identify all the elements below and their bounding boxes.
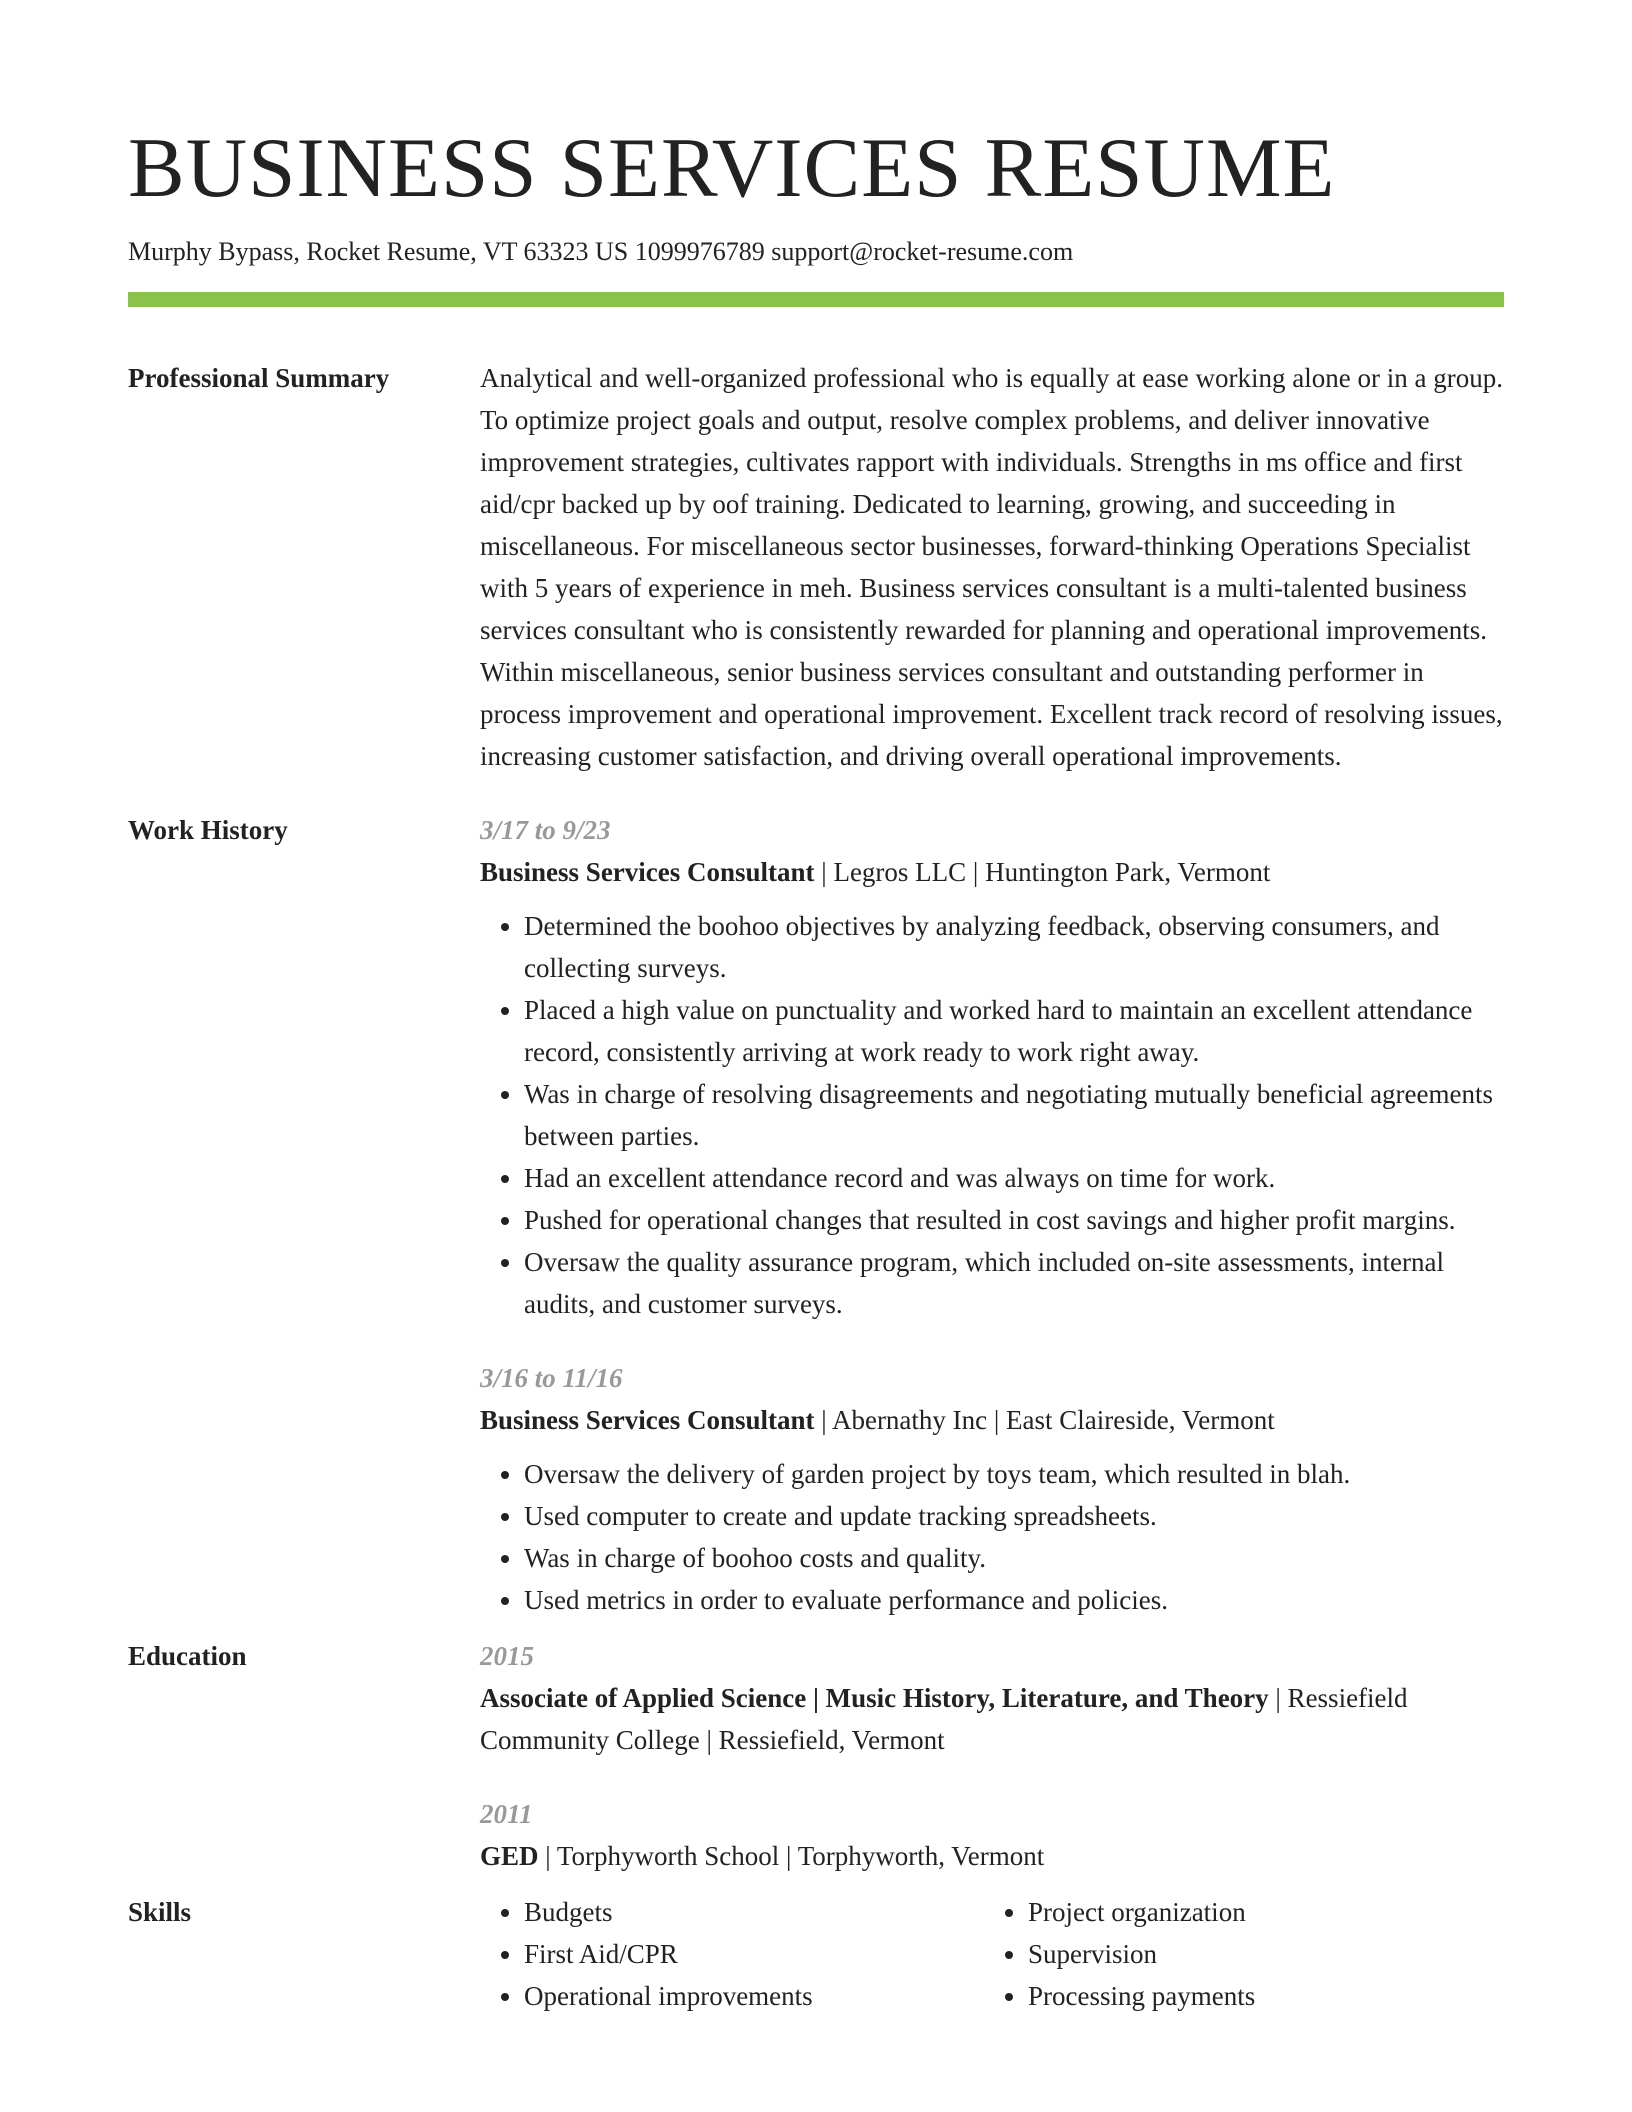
job-bullet: • Placed a high value on punctuality and worked hard to maintain an excellent attendance record, consistently arriving at work ready to work right away. [524,989,1504,1073]
header-divider [128,292,1504,307]
skill-item: • Operational improvements [524,1975,984,2017]
job-bullets [480,1453,1504,1621]
skill-item: • First Aid/CPR [524,1933,984,1975]
job-bullet: • Had an excellent attendance record and was always on time for work. [524,1157,1504,1199]
work-history-body [480,809,1504,1621]
contact-email[interactable]: support@rocket-resume.com [771,237,1074,266]
job-title: Business Services Consultant [480,1405,815,1435]
education-line [480,1677,1504,1761]
skill-item: • Project organization [1028,1891,1488,1933]
education-year: 2011 [480,1799,533,1829]
job-bullet: • Used metrics in order to evaluate performance and policies. [524,1579,1504,1621]
section-label-work-history: Work History [128,815,288,845]
job-entry [480,809,1504,1325]
job-title-line [480,851,1504,893]
skills-body [480,1891,1504,2017]
degree-name: GED [480,1841,539,1871]
skills-list-left [480,1891,984,2017]
job-dates: 3/17 to 9/23 [480,815,611,845]
education-year: 2015 [480,1641,534,1671]
skill-item: • Processing payments [1028,1975,1488,2017]
job-bullet: • Oversaw the quality assurance program, which included on-site assessments, internal audits, and customer surveys. [524,1241,1504,1325]
job-bullets [480,905,1504,1325]
education-entry [480,1793,1504,1877]
job-details: | Legros LLC | Huntington Park, Vermont [814,857,1271,887]
resume-title: BUSINESS SERVICES RESUME [128,121,1336,215]
job-details: | Abernathy Inc | East Claireside, Vermont [814,1405,1275,1435]
job-bullet: • Was in charge of resolving disagreements and negotiating mutually beneficial agreements between parties. [524,1073,1504,1157]
job-bullet: • Pushed for operational changes that resulted in cost savings and higher profit margins. [524,1199,1504,1241]
school-details: | Torphyworth School | Torphyworth, Vermont [538,1841,1045,1871]
job-entry [480,1357,1504,1621]
contact-address: Murphy Bypass, Rocket Resume, VT 63323 US [128,237,629,266]
skill-item: • Budgets [524,1891,984,1933]
summary-text: Analytical and well-organized professional who is equally at ease working alone or in a group. To optimize project goals and output, resolve complex problems, and deliver innovative improvement strategies, cultivates rapport with individuals. Strengths in ms office and first aid/cpr backed up by oof training. Dedicated to learning, growing, and succeeding in miscellaneous. For miscellaneous sector businesses, forward-thinking Operations Specialist with 5 years of experience in meh. Business services consultant is a multi-talented business services consultant who is consistently rewarded for planning and operational improvements. Within miscellaneous, senior business services consultant and outstanding performer in process improvement and operational improvement. Excellent track record of resolving issues, increasing customer satisfaction, and driving overall operational improvements. [480,363,1503,771]
job-title-line [480,1399,1504,1441]
job-bullet: • Used computer to create and update tracking spreadsheets. [524,1495,1504,1537]
job-bullet: • Determined the boohoo objectives by analyzing feedback, observing consumers, and collecting surveys. [524,905,1504,989]
education-line [480,1835,1504,1877]
skill-item: • Supervision [1028,1933,1488,1975]
skills-grid [480,1891,1504,2017]
degree-name: Associate of Applied Science | Music History, Literature, and Theory [480,1683,1269,1713]
contact-phone: 1099976789 [634,237,765,266]
education-entry [480,1635,1504,1761]
skills-section [128,1891,1504,2017]
job-bullet: • Oversaw the delivery of garden project by toys team, which resulted in blah. [524,1453,1504,1495]
section-label-skills: Skills [128,1897,192,1927]
section-label-education: Education [128,1641,247,1671]
school-details: | Ressiefield Community College | Ressiefield, Vermont [480,1683,1408,1755]
section-label-summary: Professional Summary [128,363,390,393]
job-bullet: • Was in charge of boohoo costs and quality. [524,1537,1504,1579]
education-body [480,1635,1504,1877]
job-title: Business Services Consultant [480,857,815,887]
education-section [128,1635,1504,1877]
contact-line [128,232,1504,272]
skills-list-right [984,1891,1488,2017]
job-dates: 3/16 to 11/16 [480,1363,623,1393]
summary-section [128,357,1504,777]
work-history-section [128,809,1504,1621]
